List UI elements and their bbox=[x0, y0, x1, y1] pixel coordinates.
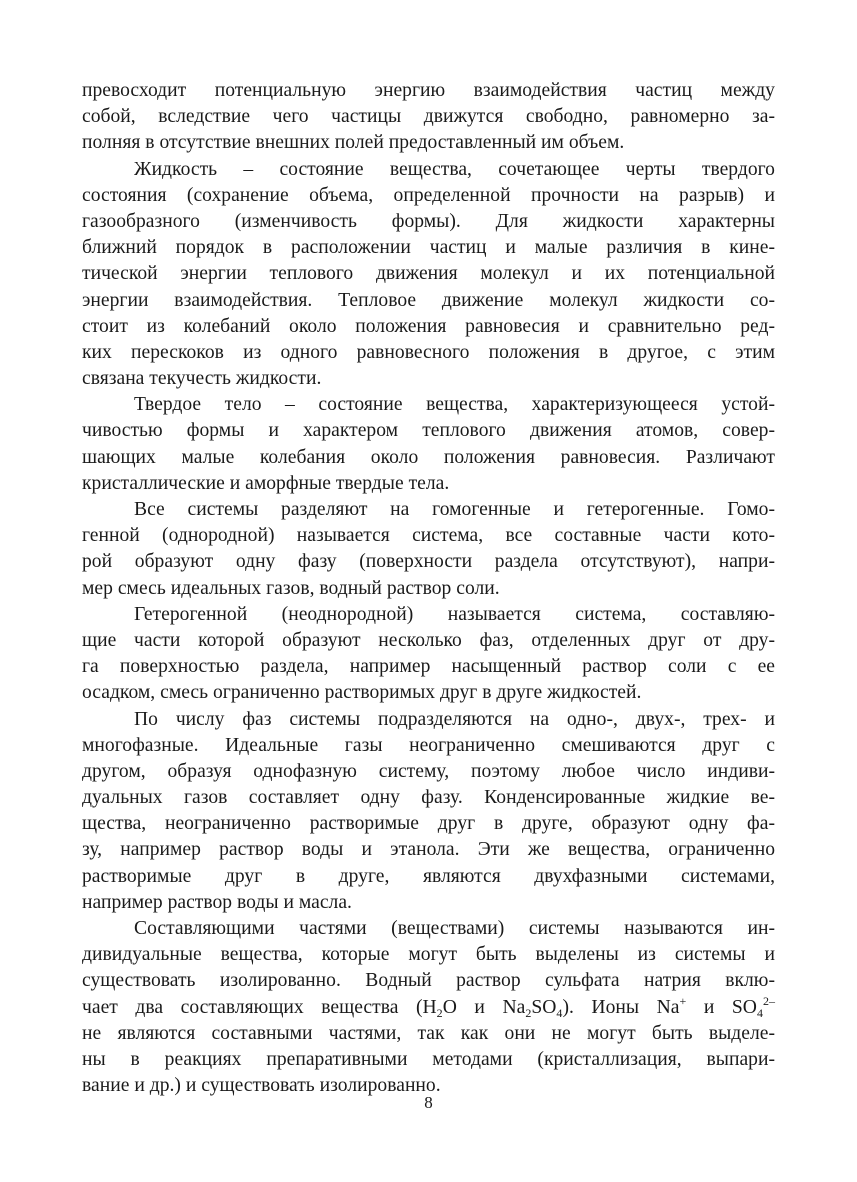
page-number: 8 bbox=[424, 1093, 433, 1112]
text-line: генной (однородной) называется система, все составные части кото- bbox=[82, 525, 775, 547]
formula-text: SO bbox=[531, 996, 557, 1018]
subscript: 4 bbox=[756, 1005, 763, 1020]
text-line: Жидкость – состояние вещества, сочетающее черты твердого bbox=[134, 158, 775, 180]
text-line: другом, образуя однофазную систему, поэтому любое число индиви- bbox=[82, 760, 775, 782]
text-line: Все системы разделяют на гомогенные и гетерогенные. Гомо- bbox=[134, 499, 775, 520]
text-line: га поверхностью раздела, например насыщенный раствор соли с ее bbox=[82, 656, 775, 678]
page-text bbox=[82, 78, 775, 1099]
superscript: 2– bbox=[762, 993, 775, 1008]
superscript: + bbox=[679, 993, 687, 1008]
text-line: дивидуальные вещества, которые могут быть выделены из системы и bbox=[82, 944, 775, 966]
text-line: мер смесь идеальных газов, водный раствор соли. bbox=[82, 577, 500, 599]
subscript: 4 bbox=[556, 1005, 563, 1020]
text-line: связана текучесть жидкости. bbox=[82, 368, 322, 390]
text-line: рой образуют одну фазу (поверхности раздела отсутствуют), напри- bbox=[82, 551, 775, 573]
formula-text: ). Ионы Na bbox=[562, 996, 680, 1018]
text-line: щие части которой образуют несколько фаз, отделенных друг от дру- bbox=[82, 629, 775, 651]
text-line: энергии взаимодействия. Тепловое движение молекул жидкости со- bbox=[82, 289, 775, 311]
formula-text: O и Na bbox=[442, 996, 526, 1018]
text-line: ны в реакциях препаративными методами (кристаллизация, выпари- bbox=[82, 1048, 775, 1070]
text-line: щества, неограниченно растворимые друг в друге, образуют одну фа- bbox=[82, 813, 775, 835]
text-line: Гетерогенной (неоднородной) называется система, составляю- bbox=[134, 603, 775, 625]
text-line: стоит из колебаний около положения равновесия и сравнительно ред- bbox=[82, 315, 775, 337]
text-line: например раствор воды и масла. bbox=[82, 891, 352, 913]
text-line: состояния (сохранение объема, определенной прочности на разрыв) и bbox=[82, 184, 775, 206]
text-line: Твердое тело – состояние вещества, характеризующееся устой- bbox=[134, 394, 775, 416]
text-line: многофазные. Идеальные газы неограниченно смешиваются друг с bbox=[82, 734, 775, 756]
text-line: По числу фаз системы подразделяются на одно-, двух-, трех- и bbox=[134, 708, 775, 730]
text-line: растворимые друг в друге, являются двухфазными системами, bbox=[82, 865, 775, 887]
text-line: Составляющими частями (веществами) системы называются ин- bbox=[134, 918, 775, 939]
text-line: шающих малые колебания около положения равновесия. Различают bbox=[82, 446, 775, 468]
text-line: ких перескоков из одного равновесного положения в другое, с этим bbox=[82, 341, 775, 363]
text-line: не являются составными частями, так как они не могут быть выделе- bbox=[82, 1022, 775, 1044]
text-line: тической энергии теплового движения молекул и их потенциальной bbox=[82, 263, 775, 285]
subscript: 2 bbox=[436, 1005, 443, 1020]
formula-text: чает два составляющих вещества (H bbox=[82, 996, 437, 1018]
text-line: газообразного (изменчивость формы). Для жидкости характерны bbox=[82, 210, 775, 232]
formula-line bbox=[82, 995, 775, 1021]
subscript: 2 bbox=[525, 1005, 532, 1020]
formula-text: и SO bbox=[686, 996, 757, 1018]
text-line: дуальных газов составляет одну фазу. Конденсированные жидкие ве- bbox=[82, 787, 775, 809]
text-line: превосходит потенциальную энергию взаимодействия частиц между bbox=[82, 80, 775, 101]
text-line: осадком, смесь ограниченно растворимых друг в друге жидкостей. bbox=[82, 682, 642, 704]
text-line: чивостью формы и характером теплового движения атомов, совер- bbox=[82, 420, 775, 442]
text-line: ближний порядок в расположении частиц и малые различия в кине- bbox=[82, 237, 775, 259]
text-line: полняя в отсутствие внешних полей предоставленный им объем. bbox=[82, 132, 625, 154]
text-line: кристаллические и аморфные твердые тела. bbox=[82, 472, 450, 494]
text-line: вание и др.) и существовать изолированно. bbox=[82, 1075, 441, 1097]
text-line: существовать изолированно. Водный раствор сульфата натрия вклю- bbox=[82, 970, 775, 992]
text-line: собой, вследствие чего частицы движутся свободно, равномерно за- bbox=[82, 106, 775, 128]
text-line: зу, например раствор воды и этанола. Эти же вещества, ограниченно bbox=[82, 839, 775, 861]
